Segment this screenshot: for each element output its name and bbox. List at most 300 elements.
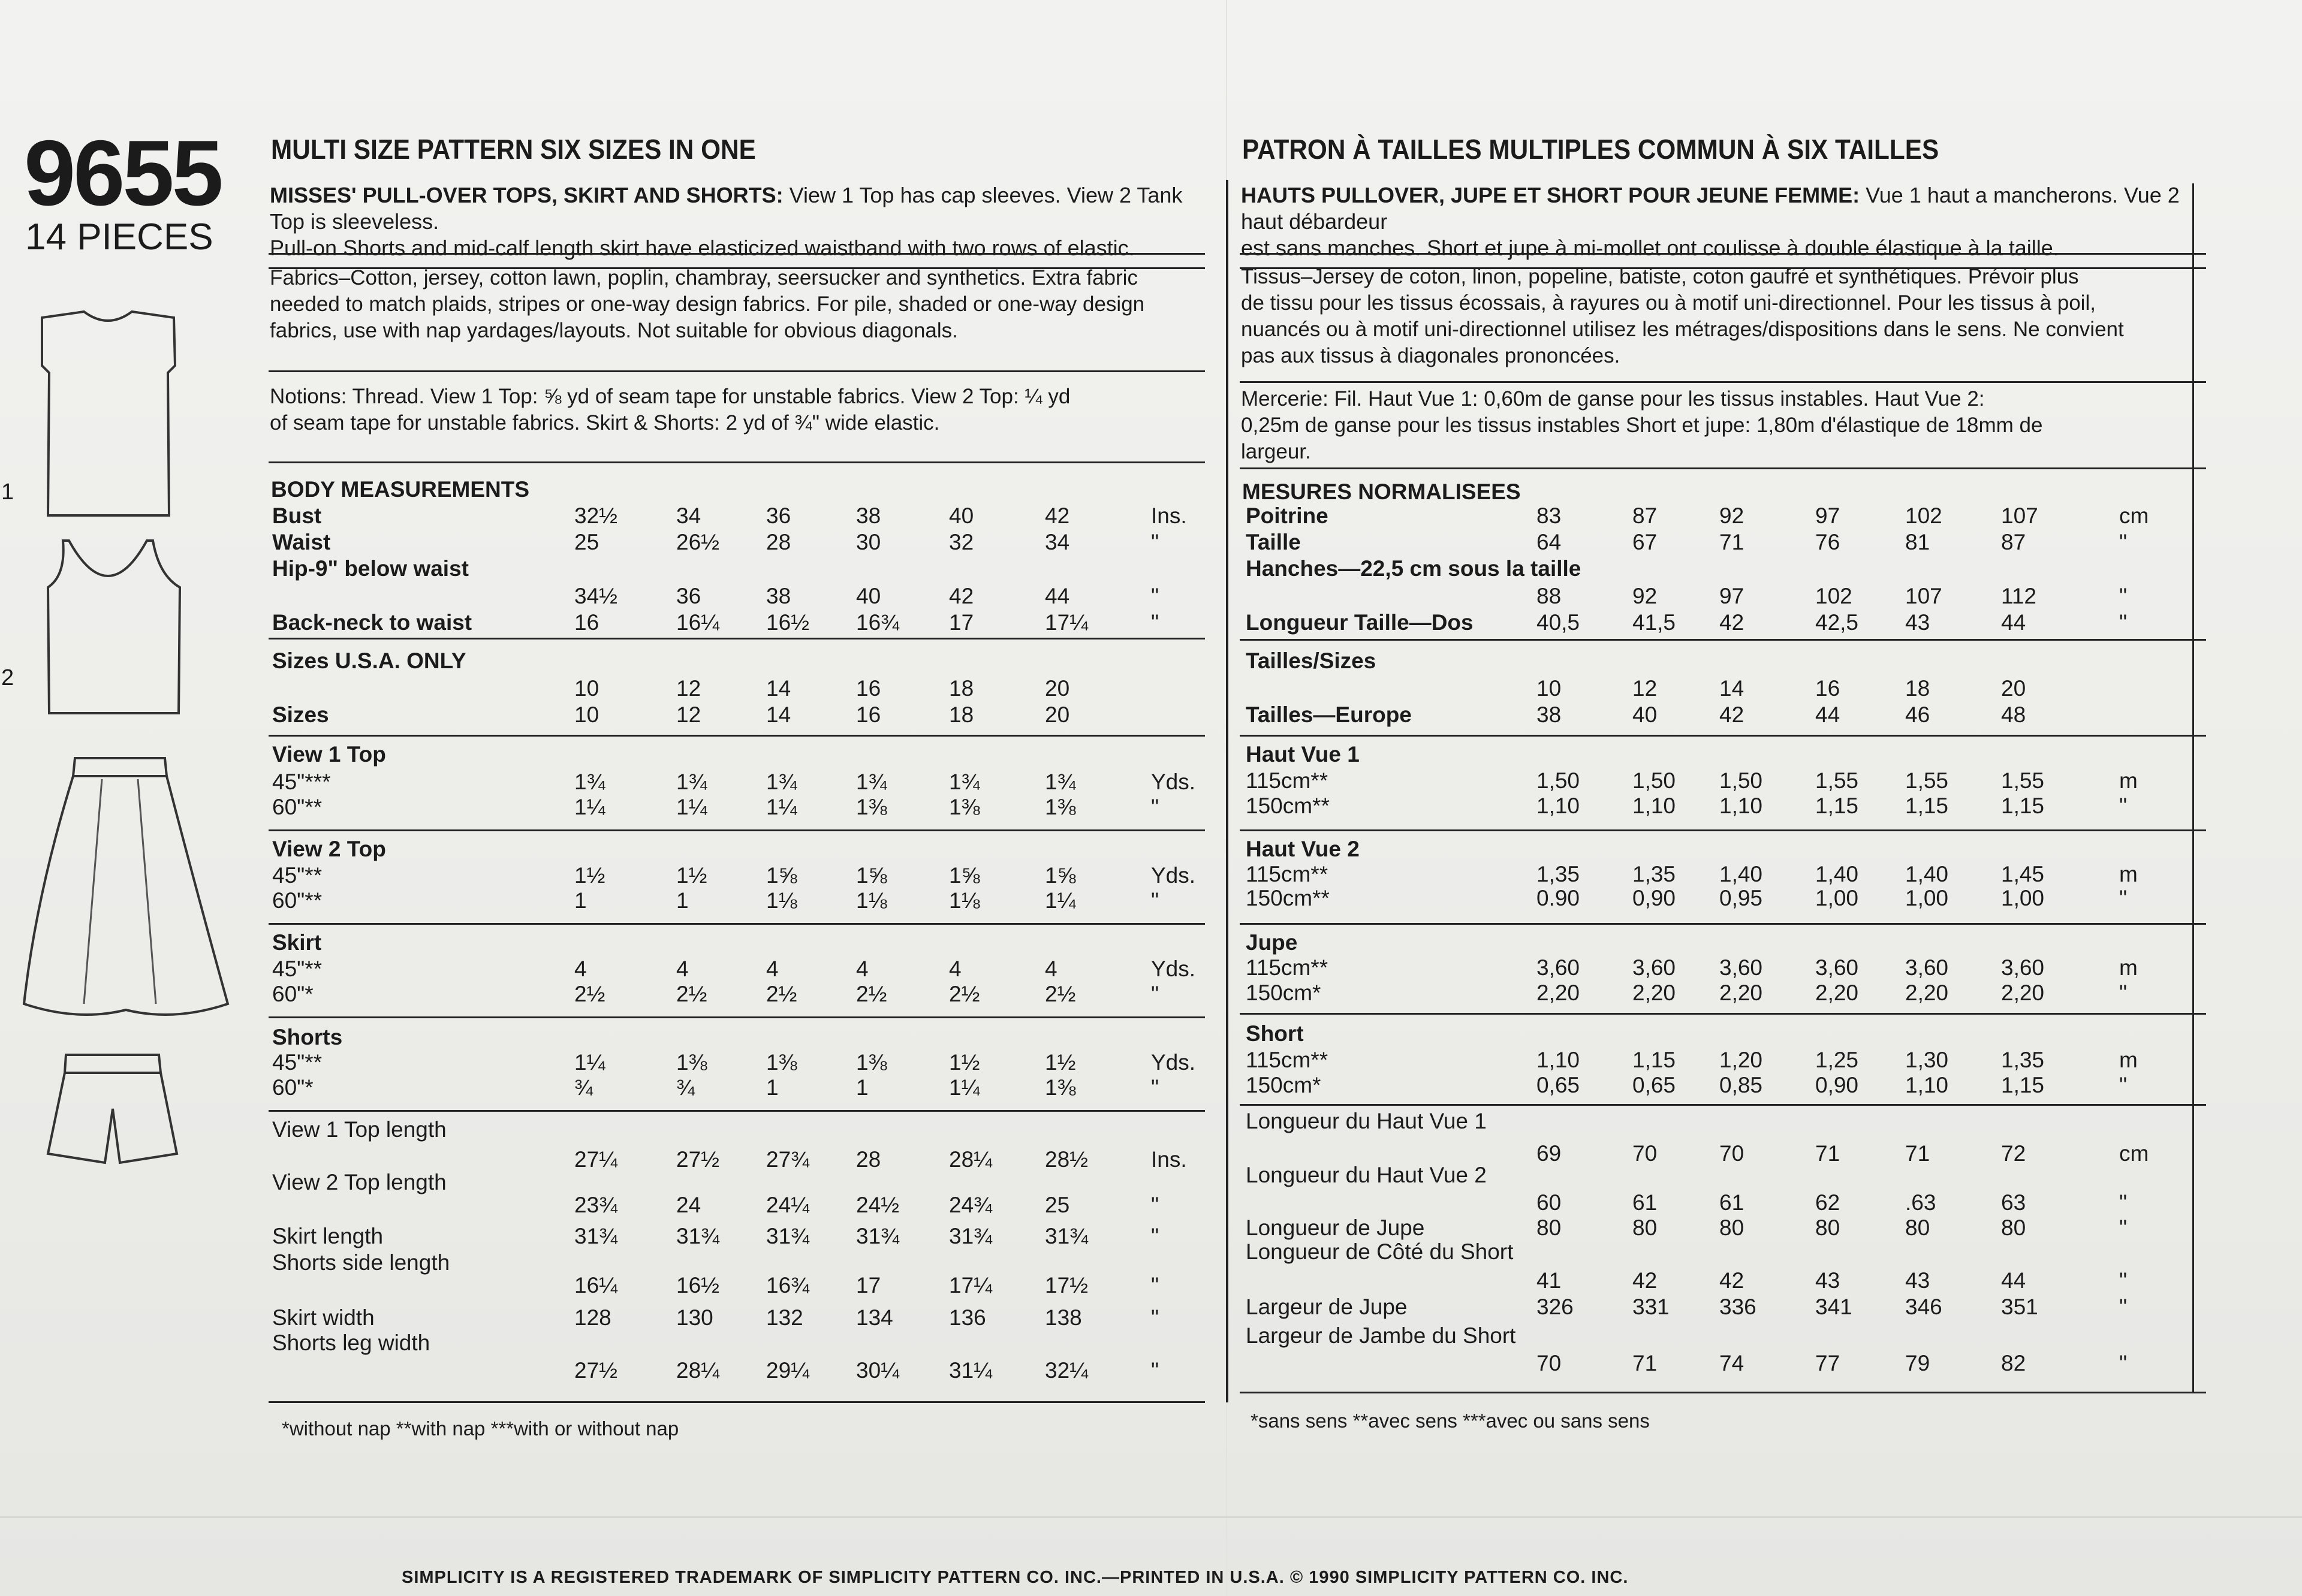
table-cell: 1¼ [574, 795, 605, 819]
table-cell: 80 [1719, 1215, 1744, 1240]
table-cell: 16 [856, 676, 881, 701]
table-cell: 16¼ [676, 610, 720, 635]
unit-label: m [2119, 955, 2138, 980]
table-cell: 14 [766, 702, 791, 727]
table-cell: 341 [1815, 1295, 1852, 1319]
row-label: Longueur de Jupe [1246, 1215, 1425, 1240]
table-cell: 1,55 [1905, 768, 1949, 793]
skirt-sketch [18, 746, 234, 1022]
table-cell: 1 [574, 888, 587, 913]
divider [269, 461, 1205, 463]
table-cell: 2,20 [1815, 980, 1859, 1005]
table-cell: 1¼ [676, 795, 707, 819]
table-cell: 18 [949, 676, 974, 701]
row-label: Tailles/Sizes [1246, 648, 1376, 673]
table-cell: 336 [1719, 1295, 1756, 1319]
table-cell: 1¼ [574, 1050, 605, 1075]
divider [1240, 1013, 2206, 1015]
notions-text [270, 384, 1205, 436]
table-cell: 4 [676, 957, 689, 981]
tissus-line: de tissu pour les tissus écossais, à rayures ou à motif uni-directionnel. Pour les tissus à poil, [1241, 291, 2096, 315]
table-cell: 77 [1815, 1351, 1840, 1375]
table-cell: 1,40 [1905, 862, 1949, 886]
table-cell: 43 [1905, 1268, 1930, 1293]
row-label: 150cm** [1246, 794, 1330, 818]
unit-label: " [1151, 610, 1159, 635]
table-cell: 1½ [574, 863, 605, 888]
table-cell: 1¾ [949, 770, 980, 794]
unit-label: " [1151, 795, 1159, 819]
table-cell: 16½ [676, 1273, 720, 1298]
unit-label: Yds. [1151, 863, 1196, 888]
tissus-line: Tissus–Jersey de coton, linon, popeline, batiste, coton gaufré et synthétiques. Prévoir plus [1241, 265, 2079, 288]
row-label: Poitrine [1246, 503, 1328, 528]
table-cell: 1,50 [1719, 768, 1763, 793]
table-cell: 1 [766, 1075, 779, 1100]
mercerie-text [1241, 386, 2206, 465]
table-cell: 16 [574, 610, 599, 635]
table-cell: 0,95 [1719, 886, 1763, 910]
table-cell: 2,20 [1536, 980, 1580, 1005]
mercerie-line: largeur. [1241, 440, 1311, 463]
row-label: View 1 Top length [272, 1117, 447, 1142]
divider [1240, 735, 2206, 737]
intro-line2: est sans manches. Short et jupe à mi-mollet ont coulisse à double élastique à la taille. [1241, 236, 2059, 260]
table-cell: 2,20 [1719, 980, 1763, 1005]
divider [1240, 829, 2206, 831]
table-cell: 16½ [766, 610, 810, 635]
tissus-text [1241, 264, 2206, 369]
unit-label: m [2119, 768, 2138, 793]
table-cell: 326 [1536, 1295, 1574, 1319]
unit-label: cm [2119, 503, 2149, 528]
table-cell: 25 [1045, 1193, 1070, 1217]
table-cell: 16¾ [856, 610, 900, 635]
table-cell: 3,60 [1536, 955, 1580, 980]
table-cell: 30 [856, 530, 881, 554]
row-label: Sizes U.S.A. ONLY [272, 648, 466, 673]
divider [269, 1401, 1205, 1403]
pieces-count: 14 PIECES [25, 216, 213, 258]
table-cell: 1,45 [2001, 862, 2045, 886]
table-cell: 42 [1719, 702, 1744, 727]
table-cell: 31¾ [949, 1224, 993, 1248]
table-cell: 1½ [1045, 1050, 1076, 1075]
table-cell: 40,5 [1536, 610, 1580, 635]
table-cell: 92 [1632, 584, 1658, 608]
table-cell: 1,00 [1905, 886, 1949, 910]
mesures-heading: MESURES NORMALISEES [1242, 479, 1521, 504]
table-cell: 1,10 [1905, 1073, 1949, 1097]
table-cell: 0,65 [1536, 1073, 1580, 1097]
table-cell: 1,15 [1815, 794, 1859, 818]
table-cell: 71 [1719, 530, 1744, 554]
table-cell: 82 [2001, 1351, 2026, 1375]
table-cell: 24¼ [766, 1193, 810, 1217]
table-cell: 1,50 [1536, 768, 1580, 793]
row-label: Bust [272, 503, 322, 528]
row-label: Sizes [272, 702, 329, 727]
table-cell: 1,15 [2001, 794, 2045, 818]
table-cell: 1,50 [1632, 768, 1676, 793]
table-cell: 1,00 [2001, 886, 2045, 910]
table-cell: 1,10 [1536, 794, 1580, 818]
row-label: Short [1246, 1021, 1304, 1046]
table-cell: 138 [1045, 1305, 1082, 1330]
table-cell: 71 [1905, 1141, 1930, 1166]
table-cell: 62 [1815, 1190, 1840, 1215]
table-cell: 61 [1719, 1190, 1744, 1215]
unit-label: " [2119, 1190, 2128, 1215]
table-cell: 71 [1632, 1351, 1658, 1375]
row-label: Skirt width [272, 1305, 375, 1330]
table-cell: 1,20 [1719, 1048, 1763, 1072]
english-footnote: *without nap **with nap ***with or without nap [282, 1417, 679, 1440]
row-label: 60"** [272, 795, 323, 819]
table-cell: 17½ [1045, 1273, 1089, 1298]
table-cell: 1,55 [1815, 768, 1859, 793]
bottom-fold [0, 1516, 2302, 1518]
table-cell: 1,00 [1815, 886, 1859, 910]
fabrics-line: fabrics, use with nap yardages/layouts. Not suitable for obvious diagonals. [270, 319, 958, 342]
table-cell: 63 [2001, 1190, 2026, 1215]
notions-line: Notions: Thread. View 1 Top: ⅝ yd of seam tape for unstable fabrics. View 2 Top: ¼ yd [270, 385, 1071, 408]
table-cell: 1⅜ [1045, 795, 1076, 819]
row-label: Taille [1246, 530, 1301, 554]
body-measurements-heading: BODY MEASUREMENTS [271, 477, 530, 502]
table-cell: 28¼ [949, 1147, 993, 1172]
table-cell: 1⅜ [856, 795, 887, 819]
table-cell: 31¾ [856, 1224, 900, 1248]
fabrics-line: Fabrics–Cotton, jersey, cotton lawn, poplin, chambray, seersucker and synthetics. Extra fabric [270, 266, 1138, 289]
row-label: Back-neck to waist [272, 610, 472, 635]
table-cell: 0,90 [1815, 1073, 1859, 1097]
table-cell: 74 [1719, 1351, 1744, 1375]
table-cell: 30¼ [856, 1358, 900, 1383]
table-cell: 2,20 [2001, 980, 2045, 1005]
divider [269, 1016, 1205, 1018]
row-label: 115cm** [1246, 955, 1328, 980]
table-cell: 1,15 [1632, 1048, 1676, 1072]
table-cell: 112 [2001, 584, 2036, 608]
table-cell: 42 [1719, 1268, 1744, 1293]
divider [1240, 467, 2206, 469]
table-cell: 3,60 [1815, 955, 1859, 980]
table-cell: 4 [574, 957, 587, 981]
table-cell: 18 [949, 702, 974, 727]
table-cell: 48 [2001, 702, 2026, 727]
table-cell: 107 [1905, 584, 1942, 608]
table-cell: 2½ [676, 982, 707, 1006]
row-label: Longueur du Haut Vue 1 [1246, 1109, 1487, 1133]
table-cell: 1¾ [574, 770, 605, 794]
row-label: Skirt [272, 930, 322, 955]
row-label: 60"* [272, 982, 314, 1006]
table-cell: 80 [1905, 1215, 1930, 1240]
table-cell: 0,90 [1632, 886, 1676, 910]
unit-label: cm [2119, 1141, 2149, 1166]
table-cell: 10 [574, 702, 599, 727]
row-label: Hanches—22,5 cm sous la taille [1246, 556, 1581, 581]
intro-line2: Pull-on Shorts and mid-calf length skirt have elasticized waistband with two rows of elastic. [270, 236, 1135, 260]
row-label: Longueur du Haut Vue 2 [1246, 1163, 1487, 1187]
table-cell: 1⅜ [949, 795, 980, 819]
table-cell: 29¼ [766, 1358, 810, 1383]
table-cell: 346 [1905, 1295, 1942, 1319]
table-cell: 41,5 [1632, 610, 1676, 635]
tissus-line: nuancés ou à motif uni-directionnel utilisez les métrages/dispositions dans le sens. Ne convient [1241, 318, 2124, 341]
table-cell: 4 [949, 957, 962, 981]
view1-top-sketch [18, 306, 198, 521]
table-cell: 27½ [574, 1358, 618, 1383]
unit-label: " [2119, 610, 2128, 635]
table-cell: 31¾ [766, 1224, 810, 1248]
table-cell: 92 [1719, 503, 1744, 528]
mercerie-line: Mercerie: Fil. Haut Vue 1: 0,60m de ganse pour les tissus instables. Haut Vue 2: [1241, 387, 1985, 411]
table-cell: 3,60 [1905, 955, 1949, 980]
table-cell: 20 [2001, 676, 2026, 701]
table-cell: 70 [1632, 1141, 1658, 1166]
unit-label: Ins. [1151, 503, 1187, 528]
table-cell: 2½ [766, 982, 797, 1006]
table-cell: 38 [766, 584, 791, 608]
divider [1240, 639, 2206, 641]
table-cell: 1¾ [1045, 770, 1076, 794]
table-cell: 25 [574, 530, 599, 554]
divider [1240, 1392, 2206, 1393]
table-cell: 1⅛ [766, 888, 797, 913]
divider [1240, 381, 2206, 383]
unit-label: " [2119, 1295, 2128, 1319]
table-cell: 80 [1815, 1215, 1840, 1240]
table-cell: 38 [856, 503, 881, 528]
table-cell: 36 [676, 584, 701, 608]
row-label: View 2 Top [272, 837, 386, 861]
view2-tank-sketch [18, 533, 198, 725]
table-cell: 2,20 [1632, 980, 1676, 1005]
unit-label: m [2119, 1048, 2138, 1072]
table-cell: 1⅜ [766, 1050, 797, 1075]
unit-label: " [2119, 886, 2128, 910]
row-label: Largeur de Jupe [1246, 1295, 1408, 1319]
table-cell: 102 [1815, 584, 1852, 608]
row-label: 60"* [272, 1075, 314, 1100]
table-cell: 44 [1045, 584, 1070, 608]
unit-label: " [1151, 1358, 1159, 1383]
table-cell: 14 [766, 676, 791, 701]
table-cell: 2½ [856, 982, 887, 1006]
table-cell: 76 [1815, 530, 1840, 554]
unit-label: " [2119, 1073, 2128, 1097]
table-cell: 1½ [676, 863, 707, 888]
table-cell: 130 [676, 1305, 713, 1330]
table-cell: 128 [574, 1305, 611, 1330]
notions-line: of seam tape for unstable fabrics. Skirt & Shorts: 2 yd of ¾" wide elastic. [270, 411, 940, 435]
table-cell: ¾ [676, 1075, 695, 1100]
table-cell: 1⅝ [949, 863, 980, 888]
row-label: 150cm** [1246, 886, 1330, 910]
table-cell: 351 [2001, 1295, 2038, 1319]
table-cell: 43 [1815, 1268, 1840, 1293]
table-cell: 1⅝ [856, 863, 887, 888]
intro-line1: Vue 1 haut a mancherons. Vue 2 haut débardeur [1241, 183, 2180, 234]
table-cell: 102 [1905, 503, 1942, 528]
row-label: 115cm** [1246, 862, 1328, 886]
table-cell: 1,55 [2001, 768, 2045, 793]
unit-label: " [1151, 530, 1159, 554]
table-cell: 1⅝ [1045, 863, 1076, 888]
row-label: View 2 Top length [272, 1170, 447, 1194]
divider [269, 253, 1205, 255]
table-cell: 42,5 [1815, 610, 1859, 635]
table-cell: 1,30 [1905, 1048, 1949, 1072]
table-cell: 79 [1905, 1351, 1930, 1375]
table-cell: 87 [2001, 530, 2026, 554]
unit-label: " [1151, 888, 1159, 913]
table-cell: 1⅜ [856, 1050, 887, 1075]
right-rule [2192, 183, 2194, 1392]
row-label: 115cm** [1246, 1048, 1328, 1072]
row-label: Haut Vue 1 [1246, 742, 1360, 767]
table-cell: 2½ [1045, 982, 1076, 1006]
table-cell: 18 [1905, 676, 1930, 701]
unit-label: Yds. [1151, 957, 1196, 981]
english-intro [270, 182, 1205, 261]
table-cell: 3,60 [2001, 955, 2045, 980]
table-cell: 28¼ [676, 1358, 720, 1383]
table-cell: 4 [856, 957, 869, 981]
table-cell: 61 [1632, 1190, 1658, 1215]
tissus-line: pas aux tissus à diagonales prononcées. [1241, 344, 1620, 367]
table-cell: 10 [574, 676, 599, 701]
table-cell: 1,15 [1905, 794, 1949, 818]
table-cell: 46 [1905, 702, 1930, 727]
table-cell: 3,60 [1719, 955, 1763, 980]
unit-label: " [2119, 1268, 2128, 1293]
table-cell: 1,25 [1815, 1048, 1859, 1072]
table-cell: 24 [676, 1193, 701, 1217]
table-cell: 1¾ [766, 770, 797, 794]
table-cell: 44 [2001, 1268, 2026, 1293]
table-cell: 32 [949, 530, 974, 554]
row-label: Waist [272, 530, 331, 554]
unit-label: " [2119, 530, 2128, 554]
unit-label: " [2119, 794, 2128, 818]
divider [269, 1110, 1205, 1112]
table-cell: 42 [949, 584, 974, 608]
table-cell: 80 [1536, 1215, 1562, 1240]
table-cell: 1¾ [856, 770, 887, 794]
divider [269, 370, 1205, 372]
row-label: 45"*** [272, 770, 331, 794]
table-cell: 331 [1632, 1295, 1670, 1319]
unit-label: " [1151, 1224, 1159, 1248]
table-cell: 134 [856, 1305, 893, 1330]
table-cell: 44 [1815, 702, 1840, 727]
row-label: 45"** [272, 863, 323, 888]
table-cell: 107 [2001, 503, 2038, 528]
table-cell: 44 [2001, 610, 2026, 635]
row-label: Shorts [272, 1025, 343, 1049]
row-label: Largeur de Jambe du Short [1246, 1323, 1516, 1348]
table-cell: 1¾ [676, 770, 707, 794]
table-cell: 20 [1045, 702, 1070, 727]
unit-label: " [1151, 982, 1159, 1006]
table-cell: 136 [949, 1305, 986, 1330]
table-cell: 31¾ [574, 1224, 618, 1248]
unit-label: Ins. [1151, 1147, 1187, 1172]
center-rule [1226, 180, 1228, 1402]
table-cell: .63 [1905, 1190, 1936, 1215]
table-cell: 42 [1632, 1268, 1658, 1293]
table-cell: 67 [1632, 530, 1658, 554]
row-label: 45"** [272, 957, 323, 981]
row-label: Jupe [1246, 930, 1298, 955]
unit-label: " [2119, 980, 2128, 1005]
french-section [1240, 0, 2206, 1486]
row-label: 115cm** [1246, 768, 1328, 793]
table-cell: 1,35 [2001, 1048, 2045, 1072]
unit-label: " [2119, 1351, 2128, 1375]
table-cell: 32½ [574, 503, 618, 528]
table-cell: 28 [856, 1147, 881, 1172]
table-cell: 69 [1536, 1141, 1562, 1166]
unit-label: Yds. [1151, 770, 1196, 794]
table-cell: 1,15 [2001, 1073, 2045, 1097]
table-cell: 81 [1905, 530, 1930, 554]
table-cell: 27½ [676, 1147, 720, 1172]
unit-label: m [2119, 862, 2138, 886]
table-cell: 16¼ [574, 1273, 618, 1298]
intro-line1: View 1 Top has cap sleeves. View 2 Tank Top is sleeveless. [270, 183, 1183, 234]
table-cell: 40 [1632, 702, 1658, 727]
row-label: Longueur Taille—Dos [1246, 610, 1474, 635]
table-cell: 0,85 [1719, 1073, 1763, 1097]
fabrics-text [270, 265, 1205, 344]
table-cell: 1 [856, 1075, 869, 1100]
table-cell: 1⅝ [766, 863, 797, 888]
table-cell: 1⅛ [856, 888, 887, 913]
table-cell: 12 [676, 702, 701, 727]
table-cell: 14 [1719, 676, 1744, 701]
table-cell: 1⅜ [676, 1050, 707, 1075]
table-cell: 1,40 [1815, 862, 1859, 886]
table-cell: 70 [1719, 1141, 1744, 1166]
table-cell: 83 [1536, 503, 1562, 528]
table-cell: 31¾ [1045, 1224, 1089, 1248]
table-cell: 1⅜ [1045, 1075, 1076, 1100]
view-1-marker: 1 [1, 479, 14, 505]
table-cell: 12 [1632, 676, 1658, 701]
table-cell: 12 [676, 676, 701, 701]
table-cell: 1¼ [766, 795, 797, 819]
table-cell: 26½ [676, 530, 720, 554]
row-label: Shorts leg width [272, 1330, 430, 1355]
unit-label: " [2119, 1215, 2128, 1240]
table-cell: 1¼ [949, 1075, 980, 1100]
table-cell: 34 [1045, 530, 1070, 554]
unit-label: Yds. [1151, 1050, 1196, 1075]
table-cell: 10 [1536, 676, 1562, 701]
table-cell: 38 [1536, 702, 1562, 727]
table-cell: 24½ [856, 1193, 900, 1217]
table-cell: 27¼ [574, 1147, 618, 1172]
table-cell: 17¼ [949, 1273, 993, 1298]
unit-label: " [1151, 1305, 1159, 1330]
table-cell: 28 [766, 530, 791, 554]
table-cell: 31¼ [949, 1358, 993, 1383]
unit-label: " [1151, 1273, 1159, 1298]
